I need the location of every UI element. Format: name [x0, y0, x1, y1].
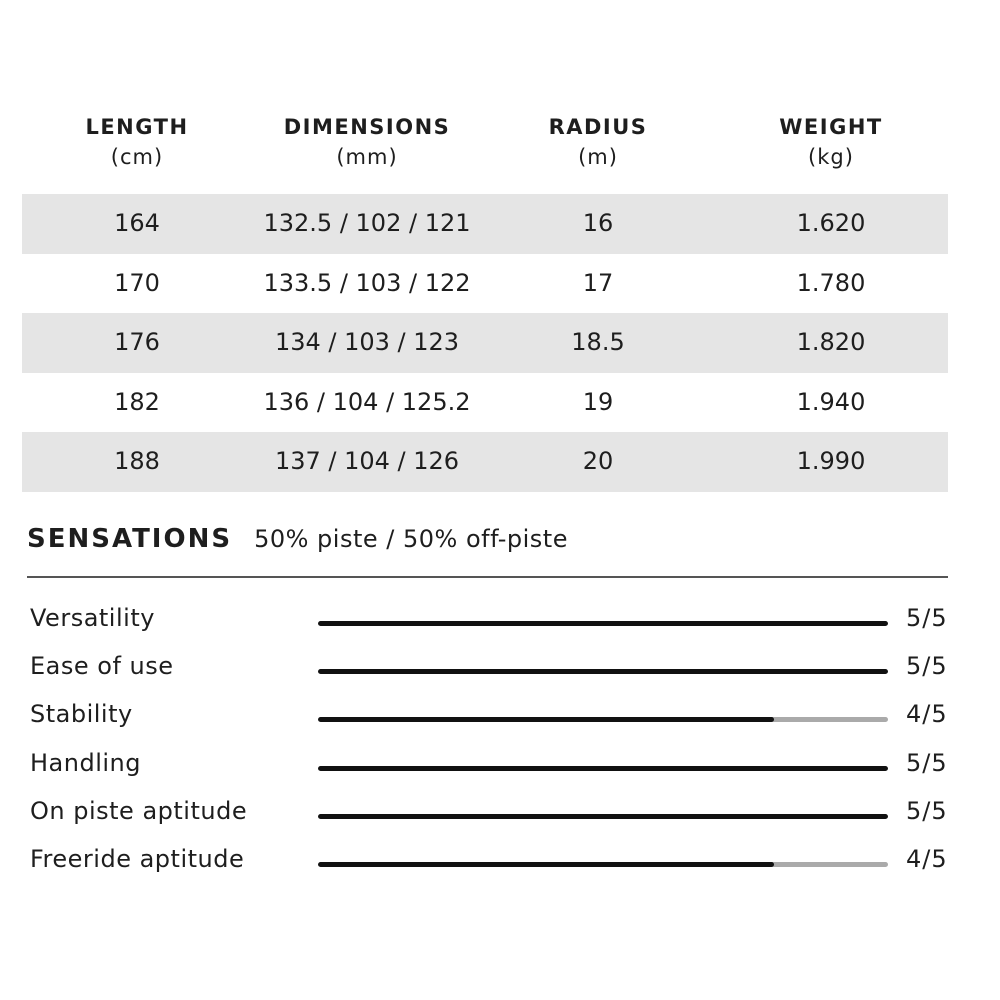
table-row — [22, 373, 948, 433]
rating-score: 4/5 — [906, 844, 948, 873]
table-row — [22, 254, 948, 314]
specs-header-row — [22, 100, 948, 194]
rating-freeride-aptitude — [30, 839, 970, 887]
table-row — [22, 432, 948, 492]
specs-table — [22, 100, 948, 492]
table-row — [22, 194, 948, 254]
table-row — [22, 313, 948, 373]
rating-bar-fill — [318, 621, 888, 626]
header-dimensions — [252, 100, 482, 172]
header-radius — [482, 100, 714, 172]
cell-weight: 1.820 — [796, 328, 866, 357]
rating-bar-fill — [318, 669, 888, 674]
rating-bar — [318, 621, 888, 626]
cell-radius: 19 — [582, 387, 614, 416]
cell-dimensions: 134 / 103 / 123 — [274, 328, 460, 357]
header-length-label: LENGTH — [85, 115, 189, 139]
rating-ease-of-use — [30, 646, 970, 694]
rating-score: 5/5 — [906, 604, 948, 632]
rating-on-piste-aptitude — [30, 791, 970, 839]
rating-stability — [30, 694, 970, 742]
cell-weight: 1.780 — [796, 268, 866, 297]
rating-label: Versatility — [30, 604, 155, 632]
rating-handling — [30, 743, 970, 791]
sensations-divider — [27, 576, 948, 578]
rating-bar-fill — [318, 766, 888, 771]
rating-bar — [318, 717, 888, 722]
rating-label: Ease of use — [30, 652, 174, 681]
sensations-title: SENSATIONS — [27, 524, 233, 554]
rating-bar-fill — [318, 717, 774, 722]
cell-radius: 18.5 — [571, 328, 625, 357]
sensations-header — [27, 524, 948, 554]
rating-label: Stability — [30, 700, 133, 729]
rating-label: Freeride aptitude — [30, 844, 245, 873]
rating-versatility — [30, 598, 970, 646]
cell-radius: 16 — [582, 209, 614, 237]
cell-length: 164 — [114, 209, 160, 237]
cell-weight: 1.990 — [796, 447, 866, 476]
cell-radius: 20 — [582, 447, 614, 476]
ratings-list — [30, 598, 970, 887]
cell-length: 182 — [114, 387, 160, 416]
cell-weight: 1.940 — [796, 387, 866, 416]
header-weight-unit: (kg) — [808, 145, 854, 169]
rating-bar — [318, 766, 888, 771]
header-weight — [714, 100, 948, 172]
header-radius-label: RADIUS — [548, 115, 648, 139]
header-radius-unit: (m) — [578, 145, 618, 169]
rating-bar — [318, 814, 888, 819]
cell-dimensions: 133.5 / 103 / 122 — [263, 268, 471, 297]
rating-score: 5/5 — [906, 748, 948, 777]
rating-score: 5/5 — [906, 796, 948, 825]
cell-dimensions: 132.5 / 102 / 121 — [263, 209, 471, 237]
header-dimensions-unit: (mm) — [336, 145, 398, 169]
header-length-unit: (cm) — [110, 145, 164, 169]
cell-dimensions: 137 / 104 / 126 — [274, 447, 460, 476]
rating-label: Handling — [30, 748, 141, 777]
cell-length: 170 — [114, 268, 160, 297]
rating-bar — [318, 862, 888, 867]
rating-bar-fill — [318, 814, 888, 819]
header-weight-label: WEIGHT — [779, 115, 883, 139]
rating-bar-fill — [318, 862, 774, 867]
rating-label: On piste aptitude — [30, 796, 248, 825]
rating-score: 4/5 — [906, 700, 948, 729]
rating-score: 5/5 — [906, 652, 948, 681]
cell-length: 176 — [114, 328, 160, 357]
header-length — [22, 100, 252, 172]
header-dimensions-label: DIMENSIONS — [283, 115, 451, 139]
cell-radius: 17 — [582, 268, 614, 297]
sensations-subtitle: 50% piste / 50% off-piste — [254, 525, 568, 553]
cell-dimensions: 136 / 104 / 125.2 — [263, 387, 471, 416]
cell-weight: 1.620 — [796, 209, 866, 237]
cell-length: 188 — [114, 447, 160, 476]
rating-bar — [318, 669, 888, 674]
